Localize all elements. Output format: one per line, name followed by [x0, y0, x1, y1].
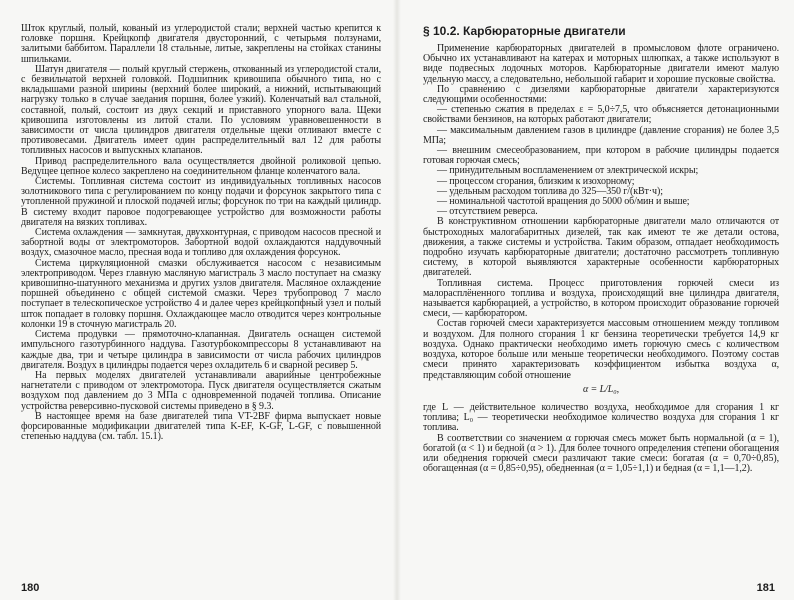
- paragraph: Шток круглый, полый, кованый из углеродистой стали; верхней частью крепится к головке поршня. Крейцкопф двигателя двусторонний, с четырьмя ползунами, залитыми баббитом. Параллели 18 стальные, литые, закреплены на стойках станины шпильками.: [21, 23, 381, 65]
- right-text-column: [423, 24, 779, 474]
- list-item: — внешним смесеобразованием, при котором в рабочие цилиндры подается готовая горючая смесь;: [423, 145, 779, 167]
- paragraph: Системы. Топливная система состоит из индивидуальных топливных насосов золотникового типа с регулированием по концу подачи и форсунок закрытого типа с утопленной пружиной и плоской подачей иглы; форсунок по три на каждый цилиндр. В систему входит паровое подогревающее устройство для возможности работы двигателя на вязких топливах.: [21, 176, 381, 228]
- formula: α = L/L₀,: [583, 383, 619, 395]
- paragraph: Привод распределительного вала осуществляется двойной роликовой цепью. Ведущее цепное колесо закреплено на соединительном фланце коленчатого вала.: [21, 155, 381, 177]
- page-number: 180: [21, 582, 40, 594]
- paragraph: В настоящее время на базе двигателей типа VT-2BF фирма выпускает новые форсированные модификации двигателей типа K-EF, K-GF, L-GF, с повышенной степенью наддува (см. табл. 15.1).: [21, 410, 381, 443]
- page-number: 181: [756, 582, 775, 594]
- paragraph: На первых моделях двигателей устанавливали аварийные центробежные нагнетатели с приводом от электромотора. Пуск двигателя осуществляется сжатым воздухом под давлением до 3 МПа с одновременной подачей топлива. Описание устройства реверсивно-пусковой системы приведено в § 9.3.: [21, 369, 381, 412]
- section-heading: § 10.2. Карбюраторные двигатели: [423, 24, 626, 38]
- paragraph: Топливная система. Процесс приготовления горючей смеси из малорасплёненного топлива и воздуха, происходящий вне цилиндра двигателя, называется карбюрацией, а устройство, в котором происходит образование горючей смеси, — карбюратором.: [423, 277, 779, 320]
- paragraph: Система продувки — прямоточно-клапанная. Двигатель оснащен системой импульсного газотурбинного наддува. Газотурбокомпрессоры 8 устанавливают на каждые два, три и четыре цилиндра в зависимости от числа рабочих цилиндров двигателя. Воздух в цилиндры подается через охладитель 6 и сварной ресивер 5.: [21, 329, 381, 371]
- list-item: — степенью сжатия в пределах ε = 5,0÷7,5, что объясняется детонационными свойствами бензинов, на которых работают двигатели;: [423, 104, 779, 126]
- list-item: — максимальным давлением газов в цилиндре (давление сгорания) не более 3,5 МПа;: [423, 124, 779, 146]
- list-item: — принудительным воспламенением от электрической искры;: [437, 165, 699, 177]
- paragraph: Система охлаждения — замкнутая, двухконтурная, с приводом насосов пресной и забортной воды от электромоторов. Забортной водой охлаждаются наддувочный воздух, смазочное масло, пресная вода и топливо для охлаждения форсунок.: [21, 227, 381, 259]
- paragraph: Применение карбюраторных двигателей в промысловом флоте ограничено. Обычно их устанавливают на катерах и моторных шлюпках, а также используют в виде подвесных лодочных моторов. Карбюраторные двигатели имеют малую удельную массу, а следовательно, небольшой габарит и хорошие пусковые свойства.: [423, 43, 779, 85]
- paragraph: В соответствии со значением α горючая смесь может быть нормальной (α = 1), богатой (α < 1) и бедной (α > 1). Для более точного определения степени обогащения или обеднения горючей смеси различают такие смеси: богатая (α = 0,70÷0,85), обогащенная (α = 0,85÷0,95), обедненная (α = 1,05÷1,1) и бедная (α = 1,1—1,2).: [423, 432, 779, 475]
- list-item: — отсутствием реверса.: [437, 206, 538, 218]
- list-item: — номинальной частотой вращения до 5000 об/мин и выше;: [437, 196, 690, 208]
- right-page: [397, 0, 794, 600]
- paragraph: Система циркуляционной смазки обслуживается насосом с независимым электроприводом. Через главную масляную магистраль 3 масло поступает на смазку кривошипно-шатунного механизма и других узлов двигателя. Масляное охлаждение поршней объединено с общей системой смазки. Через трубопровод 7 масло поступает в телескопическое устройство 4 и далее через крейцкопфный узел и полый шток попадает в головку поршня. Охлаждающее масло отводится через контрольные колонки 19 в сточную магистраль 20.: [21, 257, 381, 330]
- paragraph: По сравнению с дизелями карбюраторные двигатели характеризуются следующими особенностями:: [423, 83, 779, 106]
- paragraph: В конструктивном отношении карбюраторные двигатели мало отличаются от быстроходных малогабаритных дизелей, так как имеют те же детали остова, движения, а также системы и устройства. Таким образом, отпадает необходимость подробно изучать карбюраторные двигатели; достаточно рассмотреть топливную систему, в которой выявляются характерные особенности карбюраторных двигателей.: [423, 216, 779, 279]
- paragraph: Состав горючей смеси характеризуется массовым отношением между топливом и воздухом. Для полного сгорания 1 кг бензина теоретически требуется 14,9 кг воздуха. Однако практически необходимо иметь горючую смесь с количеством воздуха, которое больше или меньше теоретически необходимого. Поэтому состав смеси принято характеризовать коэффициентом избытка воздуха α, представляющим собой отношение: [423, 318, 779, 381]
- paragraph: Шатун двигателя — полый круглый стержень, откованный из углеродистой стали, с безвильчатой верхней головкой. Подшипник кривошипа обычного типа, но с вкладышами разной ширины (верхний более широкий, а нижний, испытывающий нагрузку только в случае заедания поршня, более узкий). Коленчатый вал стальной, составной, полый, состоит из двух секций и приставного упорного вала. Щеки кривошипа изготовлены из литой стали. По условиям уравновешенности в зависимости от числа цилиндров двигателя отдельные щеки отливают вместе с противовесами. Двигатель имеет один распределительный вал 12 для работы топливных насосов и выпускных клапанов.: [21, 63, 381, 157]
- list-item: — удельным расходом топлива до 325—350 г/(кВт·ч);: [437, 185, 663, 197]
- paragraph: где L — действительное количество воздуха, необходимое для сгорания 1 кг топлива; L₀ — теоретически необходимое количество воздуха для сгорания 1 кг топлива.: [423, 401, 779, 434]
- list-item: — процессом сгорания, близким к изохорному;: [437, 175, 635, 187]
- left-text-column: [21, 24, 381, 442]
